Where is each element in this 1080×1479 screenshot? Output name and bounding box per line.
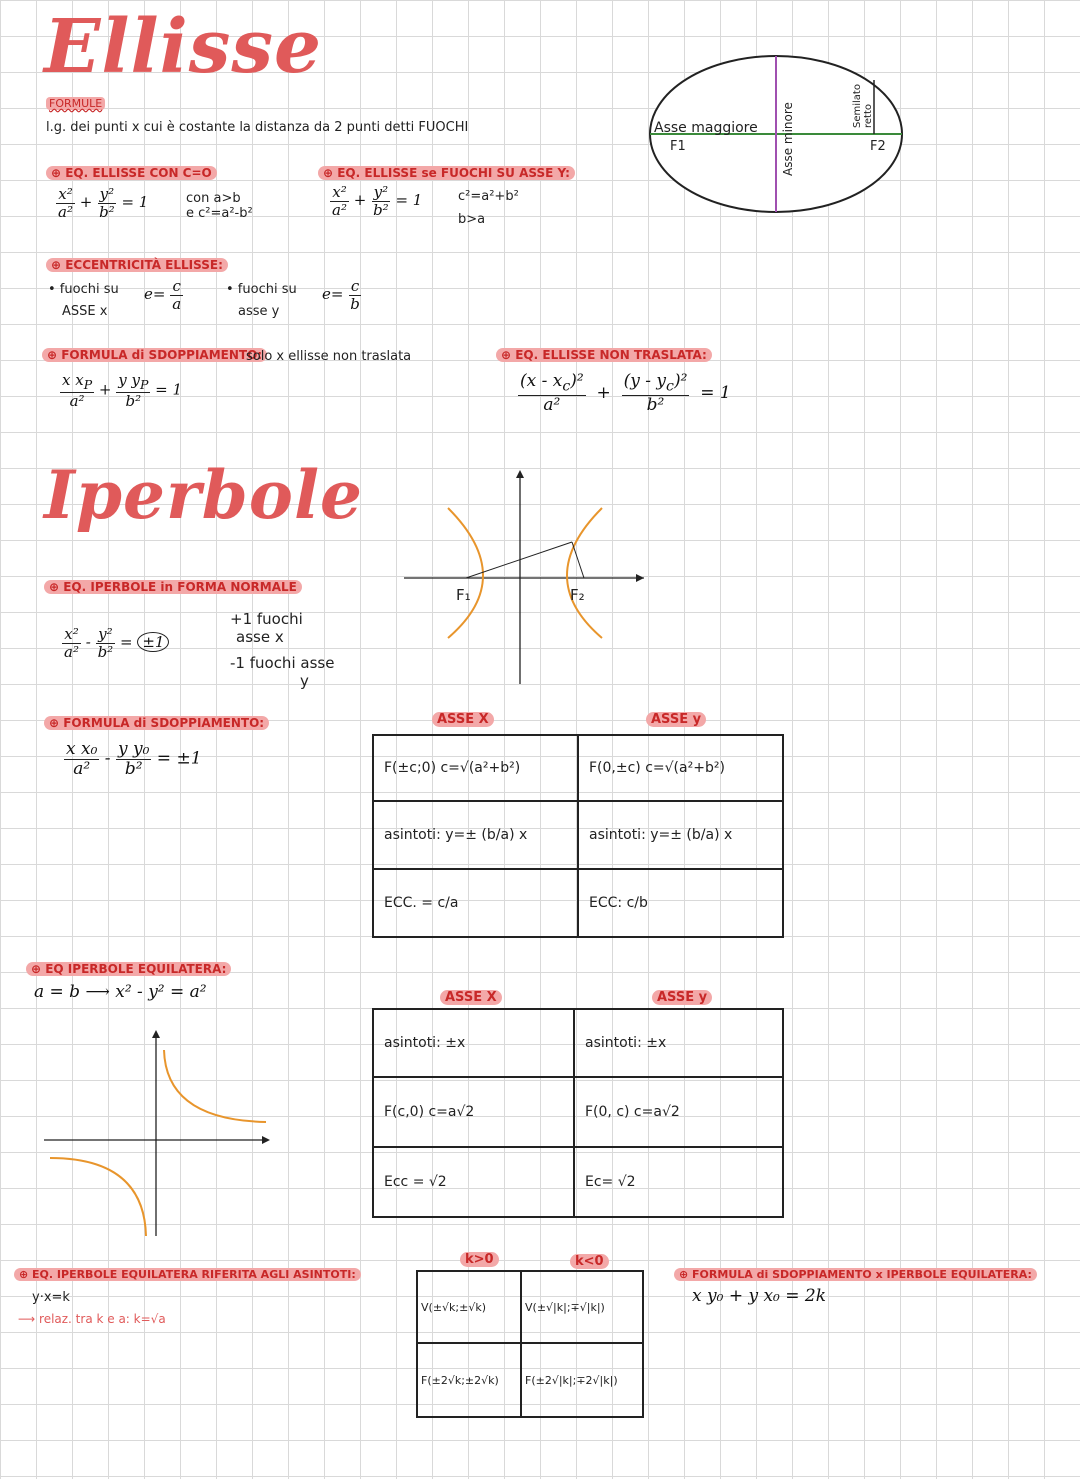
ellipse-definition: l.g. dei punti x cui è costante la distanza da 2 punti detti FUOCHI bbox=[46, 120, 469, 135]
table-asintoti bbox=[416, 1270, 644, 1418]
sdopp-note: solo x ellisse non traslata bbox=[246, 349, 412, 364]
table-row bbox=[417, 1343, 643, 1417]
table-cell: F(0, c) c=a√2 bbox=[574, 1077, 783, 1147]
hyp-eq-formula: $\frac{\text{x²}}{\text{a²}}$ - $\frac{\text{y²}}{\text{b²}}$ = ±1 bbox=[62, 626, 169, 660]
y-axis-arrow bbox=[516, 470, 524, 478]
ecc-y-text2: asse y bbox=[238, 304, 280, 319]
x-axis-arrow bbox=[636, 574, 644, 582]
traslata-label: ⊕ EQ. ELLISSE NON TRASLATA: bbox=[496, 348, 712, 362]
traslata-formula: $\frac{(x - x_c)^2}{\text{a²}}$ + $\frac{(y - y_c)^2}{\text{b²}}$ = 1 bbox=[520, 371, 731, 415]
t2-header-y: ASSE y bbox=[652, 990, 712, 1005]
y-axis-arrow-equi bbox=[152, 1030, 160, 1038]
f2-hyp-label: F₂ bbox=[570, 586, 585, 604]
t2-header-x: ASSE X bbox=[440, 990, 502, 1005]
major-axis-label: Asse maggiore bbox=[654, 120, 758, 136]
t1-header-y: ASSE y bbox=[646, 712, 706, 727]
ellipse-diagram bbox=[648, 44, 914, 216]
sdopp-equi-label-text: FORMULA di SDOPPIAMENTO x IPERBOLE EQUILATERA: bbox=[692, 1268, 1032, 1281]
hyp-eq-label: ⊕ EQ. IPERBOLE in FORMA NORMALE bbox=[44, 580, 302, 594]
f1-hyp-label: F₁ bbox=[456, 586, 471, 604]
minor-axis-label: Asse minore bbox=[781, 102, 795, 176]
asintoti-label-text: EQ. IPERBOLE EQUILATERA RIFERITA AGLI ASINTOTI: bbox=[32, 1268, 356, 1281]
hyp-sdopp-label-text: FORMULA di SDOPPIAMENTO: bbox=[63, 716, 265, 730]
table-cell: F(c,0) c=a√2 bbox=[373, 1077, 574, 1147]
ecc-x-text1: • fuochi su bbox=[48, 282, 119, 297]
equilatera-diagram bbox=[40, 1028, 274, 1240]
eq-equi-label-text: EQ IPERBOLE EQUILATERA: bbox=[45, 962, 227, 976]
lower-branch bbox=[50, 1158, 146, 1236]
table-cell: F(0,±c) c=√(a²+b²) bbox=[578, 735, 783, 801]
focal-line-2 bbox=[572, 542, 584, 578]
f1-label: F1 bbox=[670, 139, 686, 154]
minus-note1: -1 fuochi asse bbox=[230, 654, 335, 672]
hyp-eq-label-text: EQ. IPERBOLE in FORMA NORMALE bbox=[63, 580, 297, 594]
table-row bbox=[373, 1077, 783, 1147]
t1-header-x: ASSE X bbox=[432, 712, 494, 727]
ecc-y-text1: • fuochi su bbox=[226, 282, 297, 297]
plus-note1: +1 fuochi bbox=[230, 610, 303, 628]
eq-c0-condition2: e c²=a²-b² bbox=[186, 206, 253, 221]
hyperbola-title: Iperbole bbox=[44, 456, 364, 534]
asintoti-label: ⊕ EQ. IPERBOLE EQUILATERA RIFERITA AGLI ASINTOTI: bbox=[14, 1268, 361, 1281]
eq-equi-label: ⊕ EQ IPERBOLE EQUILATERA: bbox=[26, 962, 231, 976]
table-row bbox=[373, 735, 783, 801]
eq-c0-formula: $\frac{\text{x²}}{\text{a²}}$ + $\frac{\text{y²}}{\text{b²}}$ = 1 bbox=[58, 185, 149, 221]
minus-note2: y bbox=[300, 672, 309, 690]
sdopp-label-text: FORMULA di SDOPPIAMENTO: bbox=[61, 348, 263, 362]
right-branch bbox=[567, 508, 602, 638]
table-equilatera bbox=[372, 1008, 784, 1218]
table-cell: Ecc = √2 bbox=[373, 1147, 574, 1217]
eq-y-cond: b>a bbox=[458, 212, 486, 227]
table-cell: asintoti: y=± (b/a) x bbox=[578, 801, 783, 869]
eq-y-label: ⊕ EQ. ELLISSE se FUOCHI SU ASSE Y: bbox=[318, 166, 575, 180]
table-cell: F(±2√|k|;∓2√|k|) bbox=[521, 1343, 643, 1417]
table-cell: V(±√k;±√k) bbox=[417, 1271, 521, 1343]
sdopp-formula: $\frac{x x_P}{\text{a²}}$ + $\frac{y y_P}{\text{b²}}$ = 1 bbox=[62, 371, 183, 410]
ecc-x-formula: e= $\frac{c}{a}$ bbox=[144, 277, 182, 313]
table-cell: F(±c;0) c=√(a²+b²) bbox=[373, 735, 578, 801]
ellipse-title: Ellisse bbox=[44, 4, 323, 90]
table-cell: asintoti: y=± (b/a) x bbox=[373, 801, 578, 869]
asintoti-eq: y·x=k bbox=[32, 1290, 70, 1305]
table-row bbox=[417, 1271, 643, 1343]
table-cell: ECC. = c/a bbox=[373, 869, 578, 937]
sdopp-label: ⊕ FORMULA di SDOPPIAMENTO: bbox=[42, 348, 267, 362]
ecc-y-formula: e= $\frac{c}{b}$ bbox=[322, 277, 360, 313]
semi-latus-label-2: retto bbox=[863, 103, 874, 128]
eq-c0-label: ⊕ EQ. ELLISSE CON C=O bbox=[46, 166, 217, 180]
f2-label: F2 bbox=[870, 139, 886, 154]
table-cell: asintoti: ±x bbox=[574, 1009, 783, 1077]
table-row bbox=[373, 801, 783, 869]
eq-c0-label-text: EQ. ELLISSE CON C=O bbox=[65, 166, 212, 180]
eq-y-label-text: EQ. ELLISSE se FUOCHI SU ASSE Y: bbox=[337, 166, 570, 180]
ecc-label: ⊕ ECCENTRICITÀ ELLISSE: bbox=[46, 258, 228, 272]
hyperbola-diagram bbox=[400, 466, 650, 692]
ecc-label-text: ECCENTRICITÀ ELLISSE: bbox=[65, 258, 223, 272]
eq-c0-condition1: con a>b bbox=[186, 191, 241, 206]
semi-latus-label: Semilato bbox=[852, 84, 863, 128]
sdopp-equi-label: ⊕ FORMULA di SDOPPIAMENTO x IPERBOLE EQUILATERA: bbox=[674, 1268, 1037, 1281]
table-cell: F(±2√k;±2√k) bbox=[417, 1343, 521, 1417]
hyp-sdopp-formula: $\frac{\text{x x₀}}{\text{a²}}$ - $\frac{\text{y y₀}}{\text{b²}}$ = ±1 bbox=[66, 739, 202, 779]
table-cell: ECC: c/b bbox=[578, 869, 783, 937]
table-cell: Ec= √2 bbox=[574, 1147, 783, 1217]
table-assi bbox=[372, 734, 784, 938]
sdopp-equi-eq: x y₀ + y x₀ = 2k bbox=[692, 1286, 827, 1306]
left-branch bbox=[448, 508, 483, 638]
eq-equi-formula: a = b ⟶ x² - y² = a² bbox=[34, 982, 207, 1002]
table-row bbox=[373, 1147, 783, 1217]
plus-note2: asse x bbox=[236, 628, 284, 646]
table-row bbox=[373, 1009, 783, 1077]
t3-header-neg: k<0 bbox=[570, 1254, 609, 1269]
hyp-sdopp-label: ⊕ FORMULA di SDOPPIAMENTO: bbox=[44, 716, 269, 730]
ecc-x-text2: ASSE x bbox=[62, 304, 108, 319]
asintoti-rel: ⟶ relaz. tra k e a: k=√a bbox=[18, 1312, 166, 1326]
traslata-label-text: EQ. ELLISSE NON TRASLATA: bbox=[515, 348, 707, 362]
t3-header-pos: k>0 bbox=[460, 1252, 499, 1267]
table-row bbox=[373, 869, 783, 937]
table-cell: asintoti: ±x bbox=[373, 1009, 574, 1077]
upper-branch bbox=[164, 1050, 266, 1122]
eq-y-formula: $\frac{\text{x²}}{\text{a²}}$ + $\frac{\text{y²}}{\text{b²}}$ = 1 bbox=[332, 183, 423, 219]
table-cell: V(±√|k|;∓√|k|) bbox=[521, 1271, 643, 1343]
eq-y-c: c²=a²+b² bbox=[458, 189, 519, 204]
x-axis-arrow-equi bbox=[262, 1136, 270, 1144]
formule-label: FORMULE bbox=[46, 97, 105, 110]
